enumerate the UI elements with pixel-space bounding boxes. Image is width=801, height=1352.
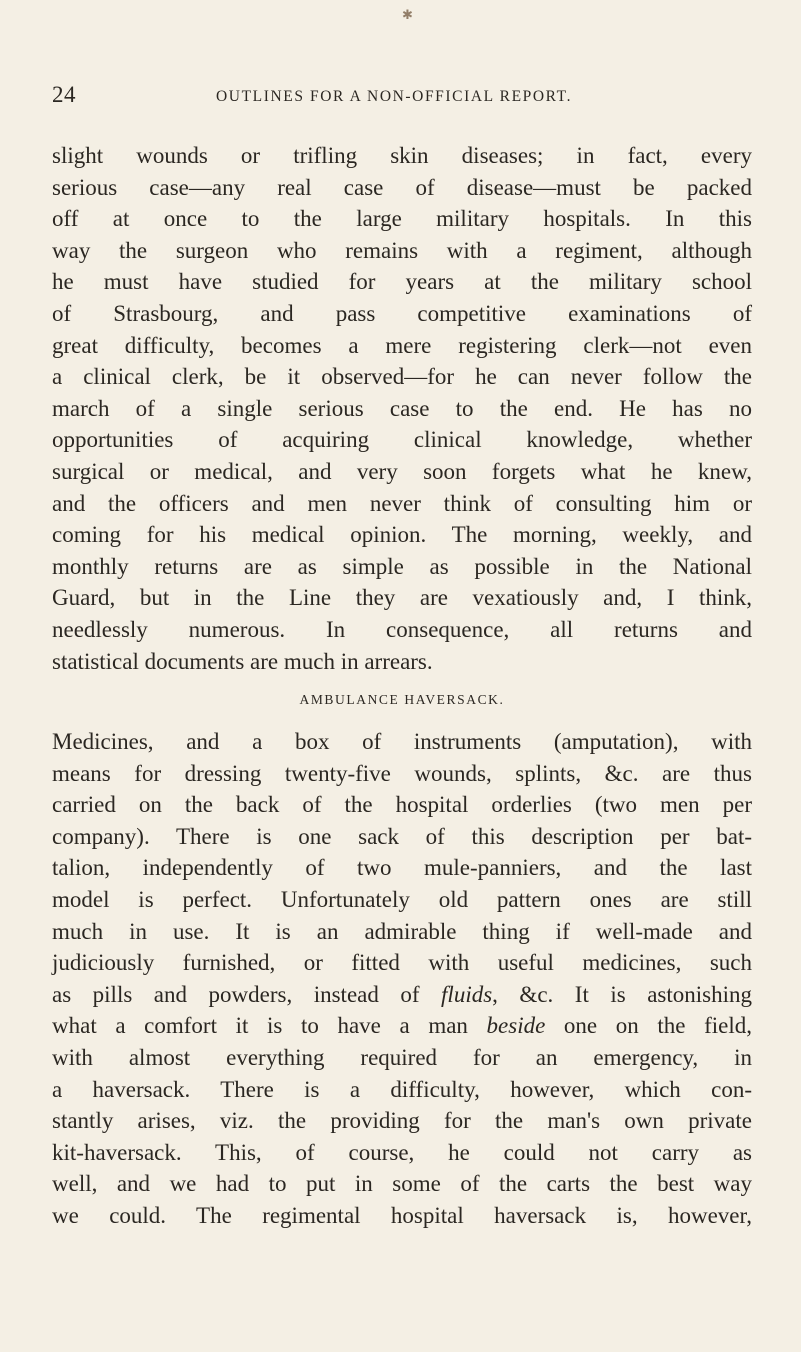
text-line: slight wounds or trifling skin diseases; in fact, every (52, 143, 752, 168)
text-line: way the surgeon who remains with a regiment, although (52, 237, 752, 263)
text-line: model is perfect. Unfortunately old pattern ones are still (52, 886, 752, 912)
text-line: a haversack. There is a difficulty, however, which con- (52, 1076, 752, 1102)
text-line: talion, independently of two mule-panniers, and the last (52, 855, 752, 881)
text-line: Medicines, and a box of instruments (amputation), with (52, 729, 752, 754)
text-segment: one on the field, (545, 1013, 752, 1039)
italic-word: fluids (441, 981, 493, 1007)
page-header (52, 82, 752, 112)
text-line: means for dressing twenty-five wounds, splints, &c. are thus (52, 760, 752, 786)
text-line: kit-haversack. This, of course, he could not carry as (52, 1139, 752, 1165)
section-heading: AMBULANCE HAVERSACK. (299, 692, 505, 707)
text-line-with-italic (52, 1010, 752, 1042)
text-line: with almost everything required for an emergency, in (52, 1044, 752, 1070)
italic-word: beside (486, 1013, 546, 1039)
text-line: judiciously furnished, or fitted with useful medicines, such (52, 950, 752, 976)
page-number: 24 (52, 82, 76, 107)
text-line: carried on the back of the hospital orderlies (two men per (52, 792, 752, 818)
text-line: company). There is one sack of this description per bat- (52, 823, 752, 849)
text-line: and the officers and men never think of consulting him or (52, 490, 752, 516)
text-line-with-italic (52, 979, 752, 1011)
text-line: we could. The regimental hospital haversack is, however, (52, 1202, 752, 1228)
text-line: opportunities of acquiring clinical knowledge, whether (52, 427, 752, 453)
text-line: stantly arises, viz. the providing for the man's own private (52, 1108, 752, 1134)
text-line: great difficulty, becomes a mere registering clerk—not even (52, 332, 752, 358)
text-segment: as pills and powders, instead of (52, 981, 442, 1007)
text-line: he must have studied for years at the military school (52, 269, 752, 295)
text-segment: what a comfort it is to have a man (52, 1013, 487, 1039)
text-line: serious case—any real case of disease—must be packed (52, 174, 752, 200)
text-line: monthly returns are as simple as possible in the National (52, 553, 752, 579)
text-line: of Strasbourg, and pass competitive examinations of (52, 300, 752, 326)
text-line: off at once to the large military hospitals. In this (52, 206, 752, 232)
paragraph-2 (52, 726, 752, 1232)
text-line: well, and we had to put in some of the carts the best way (52, 1171, 752, 1197)
text-line: much in use. It is an admirable thing if well-made and (52, 918, 752, 944)
text-line: Guard, but in the Line they are vexatiously and, I think, (52, 585, 752, 611)
text-line: coming for his medical opinion. The morning, weekly, and (52, 522, 752, 548)
running-head: OUTLINES FOR A NON-OFFICIAL REPORT. (216, 88, 573, 105)
text-line: march of a single serious case to the end. He has no (52, 395, 752, 421)
text-line: needlessly numerous. In consequence, all returns and (52, 616, 752, 642)
ink-stain-mark: ✱ (402, 8, 413, 23)
paragraph-1 (52, 140, 752, 677)
text-line: statistical documents are much in arrears. (52, 648, 433, 674)
text-line: surgical or medical, and very soon forgets what he knew, (52, 458, 752, 484)
text-line: a clinical clerk, be it observed—for he can never follow the (52, 364, 752, 390)
text-segment: , &c. It is astonishing (492, 981, 752, 1007)
